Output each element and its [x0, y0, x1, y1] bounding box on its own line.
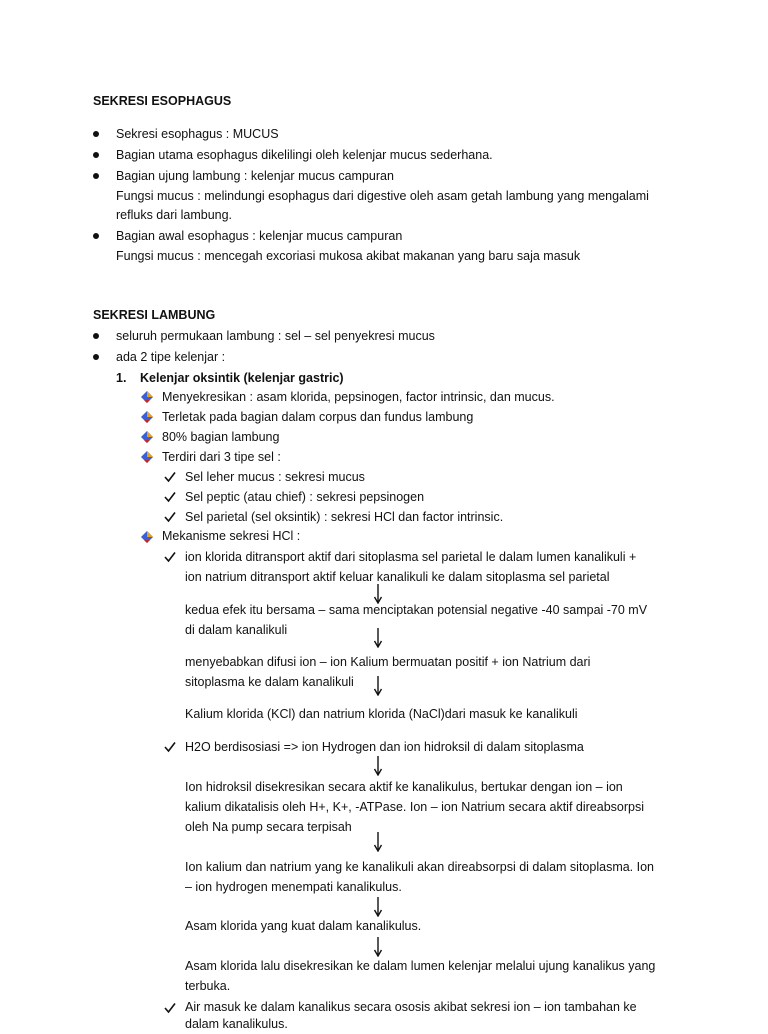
mechanism-text: oleh Na pump secara terpisah [185, 820, 352, 834]
mechanism-text: menyebabkan difusi ion – ion Kalium bermuatan positif + ion Natrium dari [185, 655, 591, 669]
checkmark-icon [164, 551, 176, 563]
sub-item: Menyekresikan : asam klorida, pepsinogen, factor intrinsic, dan mucus. [162, 390, 555, 404]
arrow-down-icon [373, 628, 383, 648]
bullet-icon [93, 131, 99, 137]
arrow-down-icon [373, 897, 383, 917]
mechanism-text: terbuka. [185, 979, 231, 993]
list-item: seluruh permukaan lambung : sel – sel penyekresi mucus [116, 329, 435, 343]
mechanism-text: Ion kalium dan natrium yang ke kanalikuli akan direabsorpsi di dalam sitoplasma. Ion [185, 860, 655, 874]
mechanism-text: di dalam kanalikuli [185, 623, 288, 637]
mechanism-text: kedua efek itu bersama – sama menciptakan potensial negative -40 sampai -70 mV [185, 603, 648, 617]
list-item-detail: refluks dari lambung. [116, 208, 233, 222]
list-item-detail: Fungsi mucus : mencegah excoriasi mukosa akibat makanan yang baru saja masuk [116, 249, 581, 263]
bullet-icon [93, 333, 99, 339]
diamond-arrow-icon [140, 530, 154, 544]
cell-type-item: Sel parietal (sel oksintik) : sekresi HCl dan factor intrinsic. [185, 510, 504, 524]
numbered-item-title: Kelenjar oksintik (kelenjar gastric) [140, 371, 344, 385]
bullet-icon [93, 152, 99, 158]
list-item: ada 2 tipe kelenjar : [116, 350, 226, 364]
diamond-arrow-icon [140, 450, 154, 464]
list-item: Bagian utama esophagus dikelilingi oleh kelenjar mucus sederhana. [116, 148, 493, 162]
mechanism-text: Air masuk ke dalam kanalikus secara ososis akibat sekresi ion – ion tambahan ke [185, 1000, 637, 1014]
arrow-down-icon [373, 937, 383, 957]
diamond-arrow-icon [140, 410, 154, 424]
sub-item: Mekanisme sekresi HCl : [162, 529, 301, 543]
sub-item: Terletak pada bagian dalam corpus dan fundus lambung [162, 410, 474, 424]
list-item: Sekresi esophagus : MUCUS [116, 127, 279, 141]
checkmark-icon [164, 491, 176, 503]
arrow-down-icon [373, 832, 383, 852]
list-item-detail: Fungsi mucus : melindungi esophagus dari digestive oleh asam getah lambung yang mengalami [116, 189, 649, 203]
section-heading-lambung: SEKRESI LAMBUNG [93, 308, 216, 322]
checkmark-icon [164, 741, 176, 753]
mechanism-text: Ion hidroksil disekresikan secara aktif ke kanalikulus, bertukar dengan ion – ion [185, 780, 623, 794]
mechanism-text: Asam klorida yang kuat dalam kanalikulus. [185, 919, 422, 933]
sub-item: 80% bagian lambung [162, 430, 280, 444]
numbered-label: 1. [116, 371, 127, 385]
mechanism-text: ion natrium ditransport aktif keluar kanalikuli ke dalam sitoplasma sel parietal [185, 570, 610, 584]
bullet-icon [93, 173, 99, 179]
mechanism-text: sitoplasma ke dalam kanalikuli [185, 675, 354, 689]
cell-type-item: Sel leher mucus : sekresi mucus [185, 470, 365, 484]
arrow-down-icon [373, 676, 383, 696]
mechanism-text: dalam kanalikulus. [185, 1017, 288, 1031]
checkmark-icon [164, 1002, 176, 1014]
mechanism-text: Asam klorida lalu disekresikan ke dalam lumen kelenjar melalui ujung kanalikus yang [185, 959, 656, 973]
mechanism-text: ion klorida ditransport aktif dari sitoplasma sel parietal le dalam lumen kanalikuli + [185, 550, 637, 564]
mechanism-text: – ion hydrogen menempati kanalikulus. [185, 880, 402, 894]
section-heading-esophagus: SEKRESI ESOPHAGUS [93, 94, 232, 108]
checkmark-icon [164, 471, 176, 483]
bullet-icon [93, 233, 99, 239]
list-item: Bagian awal esophagus : kelenjar mucus campuran [116, 229, 403, 243]
diamond-arrow-icon [140, 430, 154, 444]
mechanism-text: Kalium klorida (KCl) dan natrium klorida (NaCl)dari masuk ke kanalikuli [185, 707, 578, 721]
sub-item: Terdiri dari 3 tipe sel : [162, 450, 281, 464]
diamond-arrow-icon [140, 390, 154, 404]
mechanism-text: kalium dikatalisis oleh H+, K+, -ATPase. Ion – ion Natrium secara aktif direabsorpsi [185, 800, 644, 814]
arrow-down-icon [373, 756, 383, 776]
cell-type-item: Sel peptic (atau chief) : sekresi pepsinogen [185, 490, 425, 504]
list-item: Bagian ujung lambung : kelenjar mucus campuran [116, 169, 394, 183]
mechanism-text: H2O berdisosiasi => ion Hydrogen dan ion hidroksil di dalam sitoplasma [185, 740, 584, 754]
checkmark-icon [164, 511, 176, 523]
bullet-icon [93, 354, 99, 360]
